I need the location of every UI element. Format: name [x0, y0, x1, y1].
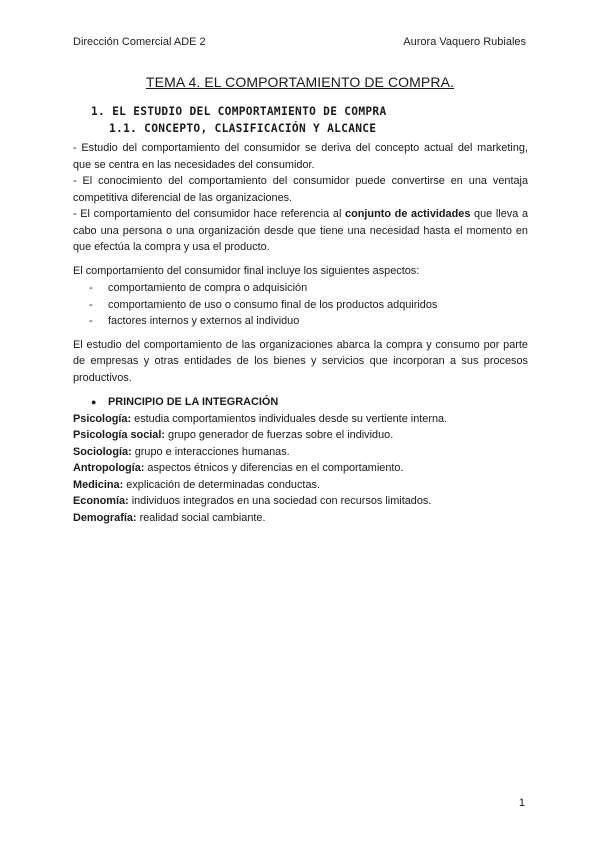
discipline-item [73, 460, 528, 477]
header-author: Aurora Vaquero Rubiales [403, 36, 526, 48]
intro-point-text: que lleva a cabo una persona o una organización desde que tiene una necesidad hasta el momento en que efectúa la compra y usa el producto. [73, 208, 529, 253]
dash-marker: - [89, 298, 93, 311]
dash-marker: - [89, 315, 93, 327]
discipline-desc: realidad social cambiante. [136, 511, 266, 524]
discipline-item [73, 411, 528, 428]
principle-heading-text: PRINCIPIO DE LA INTEGRACIÓN [108, 396, 279, 408]
discipline-item [73, 477, 528, 494]
list-item-text: comportamiento de compra o adquisición [108, 282, 308, 294]
list-item-text: factores internos y externos al individuo [108, 315, 300, 327]
discipline-item [73, 444, 528, 461]
intro-point-text: - El comportamiento del consumidor hace referencia al [73, 208, 346, 220]
principle-heading [73, 394, 528, 411]
page-number: 1 [518, 797, 525, 809]
bullet-icon: ● [91, 397, 97, 407]
discipline-term: Medicina: [73, 478, 124, 491]
aspects-intro: El comportamiento del consumidor final incluye los siguientes aspectos: [73, 264, 420, 277]
discipline-desc: grupo e interacciones humanas. [131, 445, 290, 458]
intro-point [73, 206, 528, 256]
discipline-term: Sociología: [73, 445, 132, 458]
discipline-term: Antropología: [73, 462, 145, 474]
discipline-desc: explicación de determinadas conductas. [123, 478, 320, 491]
discipline-item [73, 493, 528, 510]
discipline-desc: grupo generador de fuerzas sobre el individuo. [165, 429, 394, 441]
header-course: Dirección Comercial ADE 2 [73, 36, 206, 48]
discipline-item [73, 510, 528, 527]
discipline-desc: individuos integrados en una sociedad con recursos limitados. [128, 495, 432, 507]
page-title: TEMA 4. EL COMPORTAMIENTO DE COMPRA. [145, 74, 455, 90]
aspects-list [73, 280, 528, 330]
intro-point: - El conocimiento del comportamiento del consumidor puede convertirse en una ventaja competitiva diferencial de las organizaciones. [73, 175, 528, 204]
dash-marker: - [89, 282, 93, 294]
section-heading: 1. EL ESTUDIO DEL COMPORTAMIENTO DE COMPRA [91, 105, 387, 118]
list-item [73, 280, 528, 297]
list-item [73, 313, 528, 330]
discipline-term: Demografía: [73, 511, 137, 524]
discipline-term: Psicología social: [73, 429, 165, 441]
list-item-text: comportamiento de uso o consumo final de los productos adquiridos [108, 298, 438, 311]
subsection-heading: 1.1. CONCEPTO, CLASIFICACIÓN Y ALCANCE [109, 122, 377, 135]
discipline-desc: estudia comportamientos individuales desde su vertiente interna. [131, 412, 448, 425]
intro-point-emphasis: conjunto de actividades [345, 208, 471, 220]
organizations-paragraph: El estudio del comportamiento de las organizaciones abarca la compra y consumo por parte de empresas y otras entidades de los bienes y servicios que incorporan a sus procesos productivos. [73, 338, 528, 384]
discipline-term: Psicología: [73, 412, 132, 425]
discipline-term: Economía: [73, 495, 129, 507]
intro-point: - Estudio del comportamiento del consumidor se deriva del concepto actual del marketing, que se centra en las necesidades del consumidor. [73, 142, 528, 171]
discipline-item [73, 427, 528, 444]
document-body [73, 140, 528, 526]
list-item [73, 297, 528, 314]
discipline-desc: aspectos étnicos y diferencias en el comportamiento. [144, 462, 404, 474]
